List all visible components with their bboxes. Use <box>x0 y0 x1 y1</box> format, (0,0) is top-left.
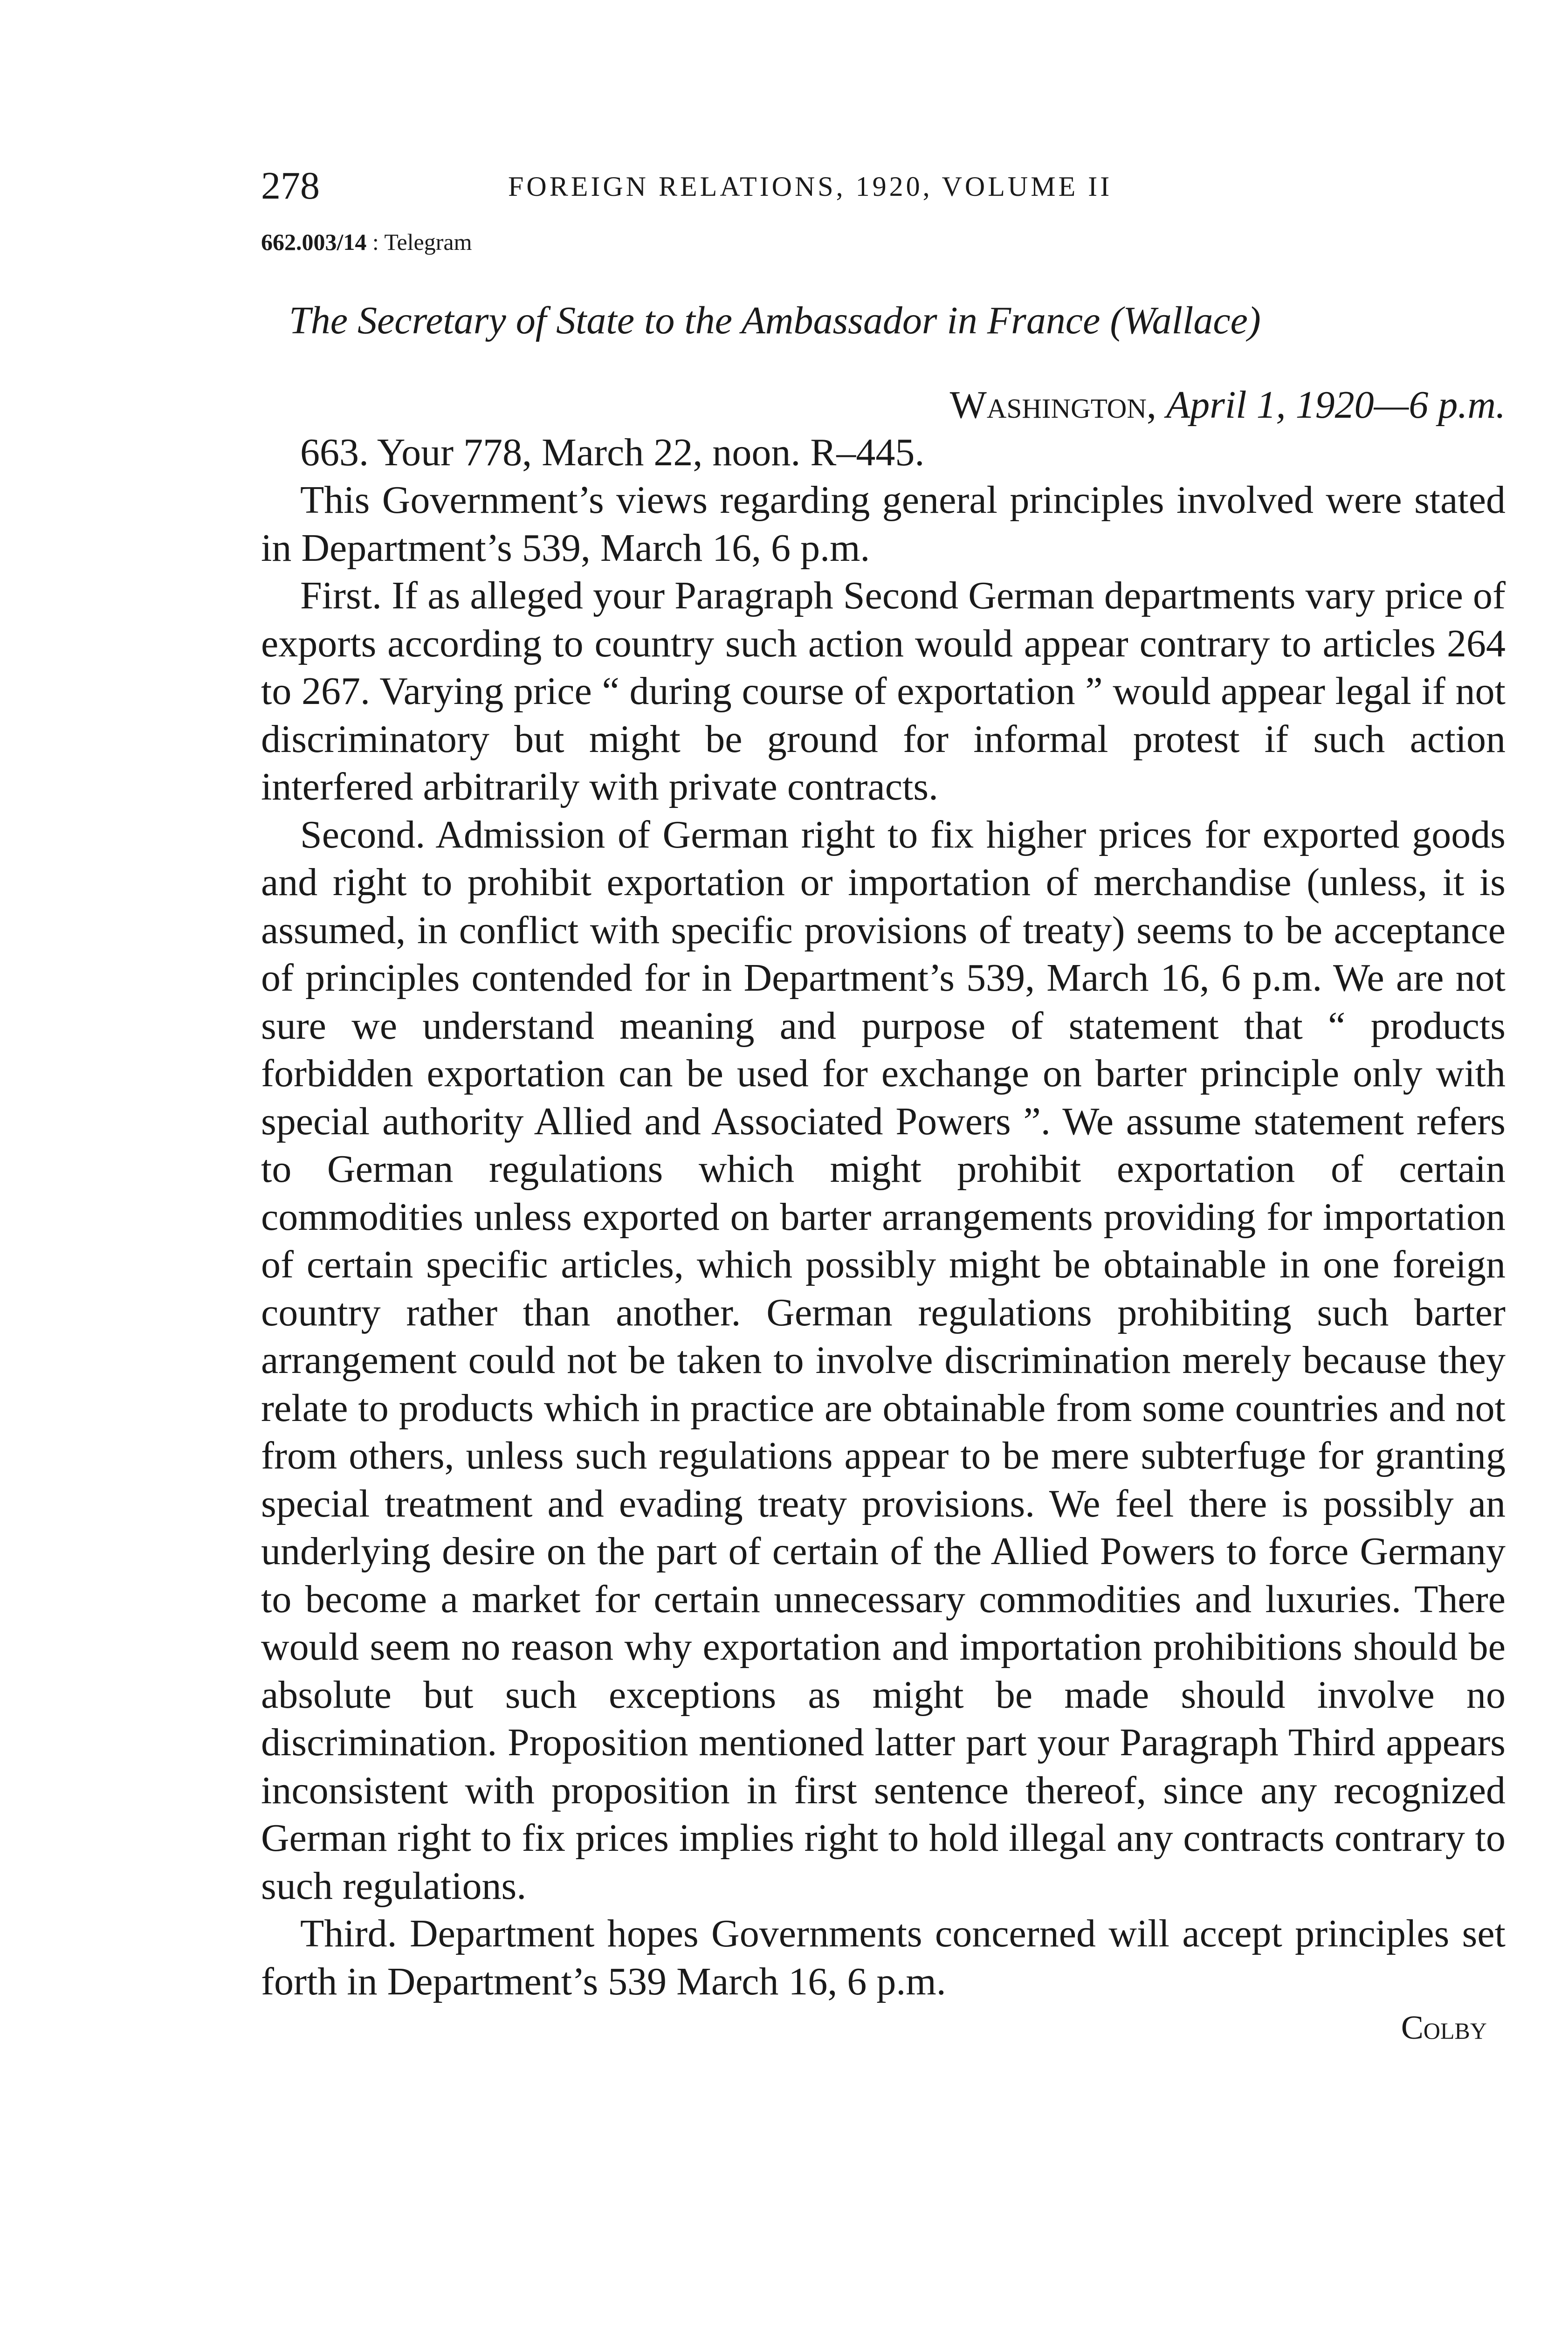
running-head <box>261 154 1506 210</box>
page-number: 278 <box>261 164 320 207</box>
running-title: FOREIGN RELATIONS, 1920, VOLUME II <box>508 171 1113 202</box>
dateline <box>261 382 1506 429</box>
document-title: The Secretary of State to the Ambassador in France (Wallace) <box>289 299 1261 342</box>
signature: Colby <box>1401 2009 1487 2047</box>
file-number: 662.003/14 <box>261 229 367 255</box>
paragraph-third: Third. Department hopes Governments concerned will accept principles set forth in Department’s 539 March 16, 6 p.m. <box>261 1912 1506 2003</box>
dateline-date: April 1, 1920—6 p.m. <box>1166 383 1506 427</box>
dateline-place: Washington, <box>949 383 1156 427</box>
telegram-body <box>261 429 1506 2006</box>
paragraph-second: Second. Admission of German right to fix higher prices for exported goods and right to prohibit exportation or importation of merchandise (unless, it is assumed, in conflict with specific provisions of treaty) seems to be acceptance of principles contended for in Department’s 539, March 16, 6 p.m. We are not sure we understand meaning and purpose of statement that “ products forbidden exportation can be used for exchange on barter principle only with special authority Allied and Associated Powers ”. We assume statement refers to German regulations which might prohibit exportation of certain commodities unless exported on barter arrangements providing for importation of certain specific articles, which possibly might be obtainable in one foreign country rather than another. German regulations prohibiting such barter arrangement could not be taken to involve discrimination merely because they relate to products which in practice are obtainable from some countries and not from others, unless such regulations appear to be mere subterfuge for granting special treatment and evading treaty provisions. We feel there is possibly an underlying desire on the part of certain of the Allied Powers to force Germany to become a market for certain unnecessary commodities and luxuries. There would seem no reason why exportation and importation prohibitions should be absolute but such exceptions as might be made should involve no discrimination. Proposition mentioned latter part your Paragraph Third appears inconsistent with proposition in first sentence thereof, since any recognized German right to fix prices implies right to hold illegal any contracts contrary to such regulations. <box>261 813 1506 1908</box>
paragraph-first: First. If as alleged your Paragraph Second German departments vary price of exports according to country such action would appear contrary to articles 264 to 267. Varying price “ during course of exportation ” would appear legal if not discriminatory but might be ground for informal protest if such action interfered arbitrarily with private contracts. <box>261 574 1506 809</box>
paragraph-intro: This Government’s views regarding general principles involved were stated in Department’s 539, March 16, 6 p.m. <box>261 478 1506 570</box>
document-page <box>261 154 1506 2047</box>
file-type: : Telegram <box>372 229 472 255</box>
paragraph-telegram-number: 663. Your 778, March 22, noon. R–445. <box>300 430 925 474</box>
file-reference <box>261 228 1506 255</box>
